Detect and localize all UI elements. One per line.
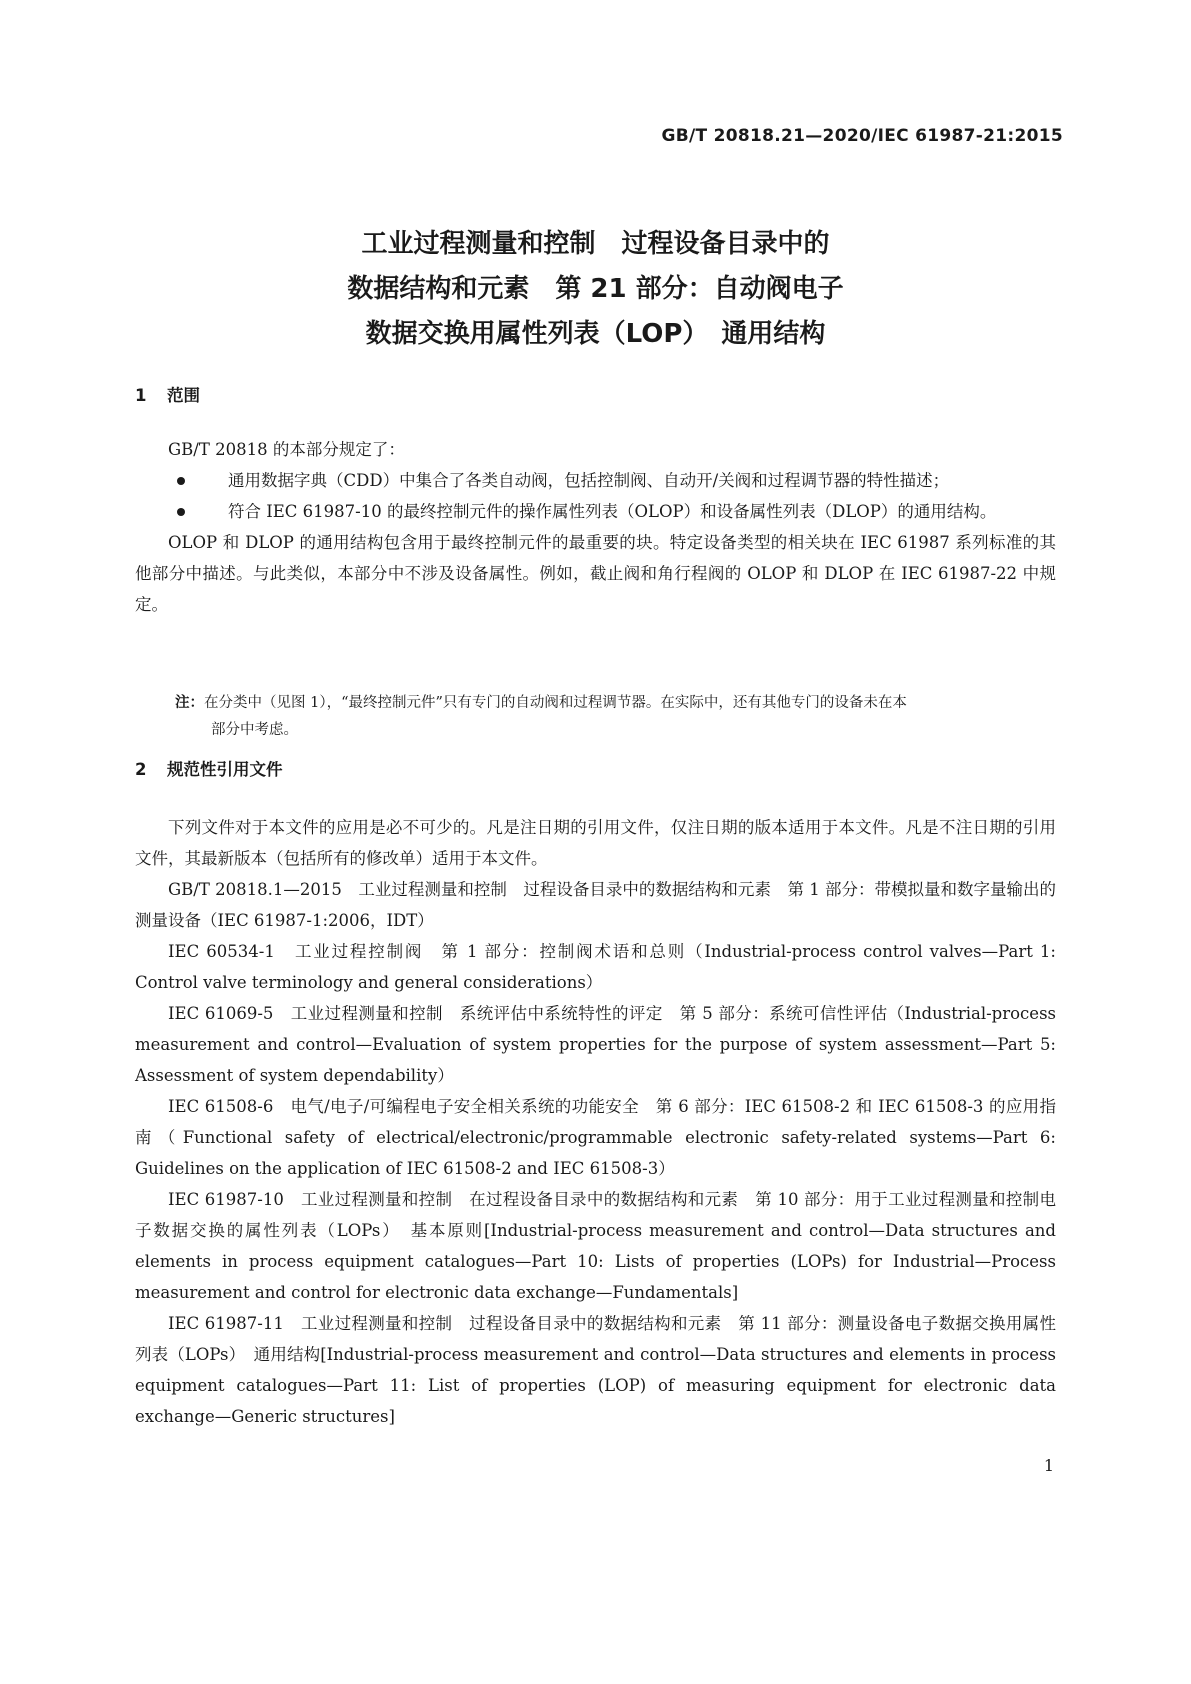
reference-item: IEC 61069-5 工业过程测量和控制 系统评估中系统特性的评定 第 5 部分：系统可信性评估（Industrial-process measurement and control—Evaluation of system properties for the purpose of system assessment—Part 5: Assessment of system dependability） [135, 1004, 1056, 1085]
section-1-title: 范围 [167, 386, 200, 405]
scope-bullet-2: 符合 IEC 61987-10 的最终控制元件的操作属性列表（OLOP）和设备属性列表（DLOP）的通用结构。 [135, 496, 1056, 527]
section-1-paragraph: OLOP 和 DLOP 的通用结构包含用于最终控制元件的最重要的块。特定设备类型的相关块在 IEC 61987 系列标准的其他部分中描述。与此类似，本部分中不涉及设备属性。例如，截止阀和角行程阀的 OLOP 和 DLOP 在 IEC 61987-22 中规定。 [135, 533, 1056, 614]
reference-item: IEC 61508-6 电气/电子/可编程电子安全相关系统的功能安全 第 6 部分：IEC 61508-2 和 IEC 61508-3 的应用指南（Functional safety of electrical/electronic/programmable electronic safety-related systems—Part 6: Guidelines on the application of IEC 61508-2 and IEC 61508-3） [135, 1097, 1056, 1178]
scope-bullet-1: 通用数据字典（CDD）中集合了各类自动阀，包括控制阀、自动开/关阀和过程调节器的特性描述； [135, 465, 1056, 496]
section-1-body [135, 434, 1056, 620]
section-2-title: 规范性引用文件 [167, 760, 283, 779]
note-line-2: 部分中考虑。 [211, 722, 298, 738]
scope-note [175, 690, 1055, 744]
section-2-body [135, 812, 1056, 1432]
note-line-1: 注：在分类中（见图 1），“最终控制元件”只有专门的自动阀和过程调节器。在实际中，还有其他专门的设备未在本 [175, 695, 907, 711]
note-label: 注： [175, 695, 204, 711]
reference-item: IEC 61987-10 工业过程测量和控制 在过程设备目录中的数据结构和元素 第 10 部分：用于工业过程测量和控制电子数据交换的属性列表（LOPs） 基本原则[Industrial-process measurement and control—Data structures and elements in process equipment catalogues—Part 10: Lists of properties (LOPs) for Industrial—Process measurement and control for electronic data exchange—Fundamentals] [135, 1190, 1056, 1302]
reference-item: IEC 60534-1 工业过程控制阀 第 1 部分：控制阀术语和总则（Industrial-process control valves—Part 1: Control valve terminology and general considerations） [135, 942, 1056, 992]
section-2-number: 2 [135, 760, 147, 779]
section-2-heading [135, 756, 283, 780]
reference-item: IEC 61987-11 工业过程测量和控制 过程设备目录中的数据结构和元素 第 11 部分：测量设备电子数据交换用属性列表（LOPs） 通用结构[Industrial-process measurement and control—Data structures and elements in process equipment catalogues—Part 11: List of properties (LOP) of measuring equipment for electronic data exchange—Generic structures] [135, 1314, 1056, 1426]
section-2-intro: 下列文件对于本文件的应用是必不可少的。凡是注日期的引用文件，仅注日期的版本适用于本文件。凡是不注日期的引用文件，其最新版本（包括所有的修改单）适用于本文件。 [135, 818, 1056, 868]
bullet-dot [177, 477, 185, 485]
page-number: 1 [1043, 1456, 1054, 1475]
title-line-1: 工业过程测量和控制 过程设备目录中的 [361, 229, 830, 259]
bullet-dot [177, 508, 185, 516]
title-line-2: 数据结构和元素 第 21 部分：自动阀电子 [347, 274, 844, 304]
section-1-number: 1 [135, 386, 147, 405]
section-1-heading [135, 382, 200, 406]
document-title [0, 222, 1191, 357]
reference-item: GB/T 20818.1—2015 工业过程测量和控制 过程设备目录中的数据结构和元素 第 1 部分：带模拟量和数字量输出的测量设备（IEC 61987-1:2006，IDT） [135, 880, 1056, 930]
section-1-intro: GB/T 20818 的本部分规定了： [168, 440, 405, 459]
title-line-3: 数据交换用属性列表（LOP） 通用结构 [365, 319, 826, 349]
standard-code: GB/T 20818.21—2020/IEC 61987-21:2015 [661, 126, 1063, 146]
